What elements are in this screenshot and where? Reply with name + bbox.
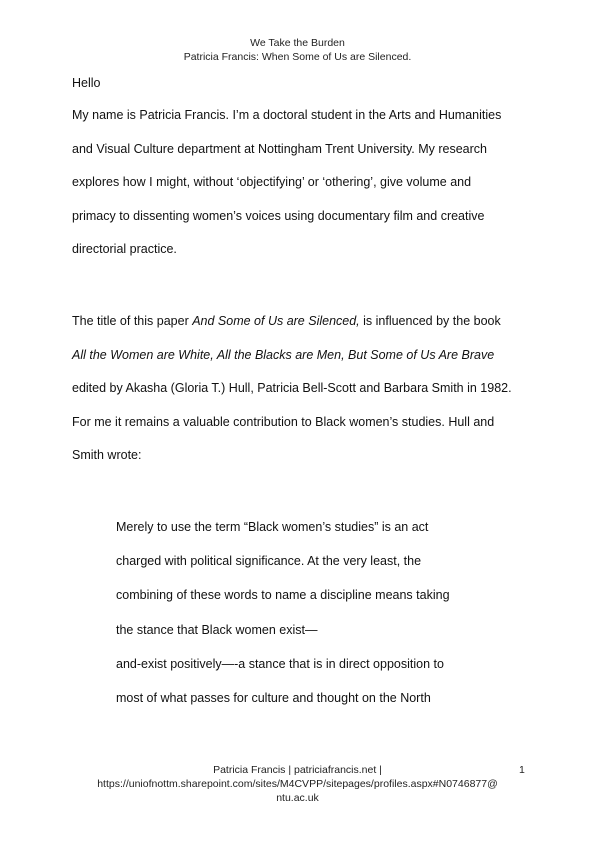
- page-footer: [0, 763, 595, 805]
- page-header: [0, 36, 595, 64]
- block-quote: [116, 510, 536, 715]
- paragraph-title-source: [72, 305, 532, 473]
- paragraph-intro: [72, 99, 532, 267]
- paper-title-italic: And Some of Us are Silenced,: [192, 314, 360, 328]
- quote-line: combining of these words to name a discipline means taking: [116, 588, 450, 603]
- quote-line: the stance that Black women exist—: [116, 622, 318, 637]
- page-number: 1: [519, 764, 525, 776]
- paragraph-line: edited by Akasha (Gloria T.) Hull, Patricia Bell-Scott and Barbara Smith in 1982.: [72, 381, 512, 395]
- paragraph-line: My name is Patricia Francis. I’m a doctoral student in the Arts and Humanities: [72, 108, 502, 122]
- paragraph-line: Smith wrote:: [72, 448, 142, 462]
- greeting: Hello: [72, 76, 101, 90]
- paragraph-line: [72, 305, 532, 339]
- quote-line: Merely to use the term “Black women’s studies” is an act: [116, 520, 429, 534]
- paragraph-line: and Visual Culture department at Nottingham Trent University. My research: [72, 141, 488, 156]
- paragraph-line: primacy to dissenting women’s voices using documentary film and creative: [72, 208, 485, 223]
- quote-line: and-exist positively—-a stance that is in direct opposition to: [116, 656, 444, 671]
- footer-author: Patricia Francis | patriciafrancis.net |: [213, 764, 382, 776]
- quote-line: charged with political significance. At the very least, the: [116, 554, 422, 569]
- quote-line: most of what passes for culture and thought on the North: [116, 691, 431, 706]
- book-title-italic: All the Women are White, All the Blacks are Men, But Some of Us Are Brave: [72, 347, 495, 362]
- text-run: The title of this paper: [72, 314, 193, 328]
- header-title: We Take the Burden: [250, 37, 345, 49]
- footer-url-continued: ntu.ac.uk: [276, 792, 319, 804]
- header-subtitle: Patricia Francis: When Some of Us are Silenced.: [183, 51, 412, 63]
- paragraph-line: directorial practice.: [72, 242, 177, 256]
- paragraph-line: For me it remains a valuable contribution to Black women’s studies. Hull and: [72, 414, 495, 429]
- footer-url: https://uniofnottm.sharepoint.com/sites/M4CVPP/sitepages/profiles.aspx#N0746877@: [97, 778, 498, 790]
- paragraph-line: [72, 339, 532, 373]
- text-run: is influenced by the book: [359, 314, 501, 328]
- paragraph-line: explores how I might, without ‘objectifying’ or ‘othering’, give volume and: [72, 175, 472, 189]
